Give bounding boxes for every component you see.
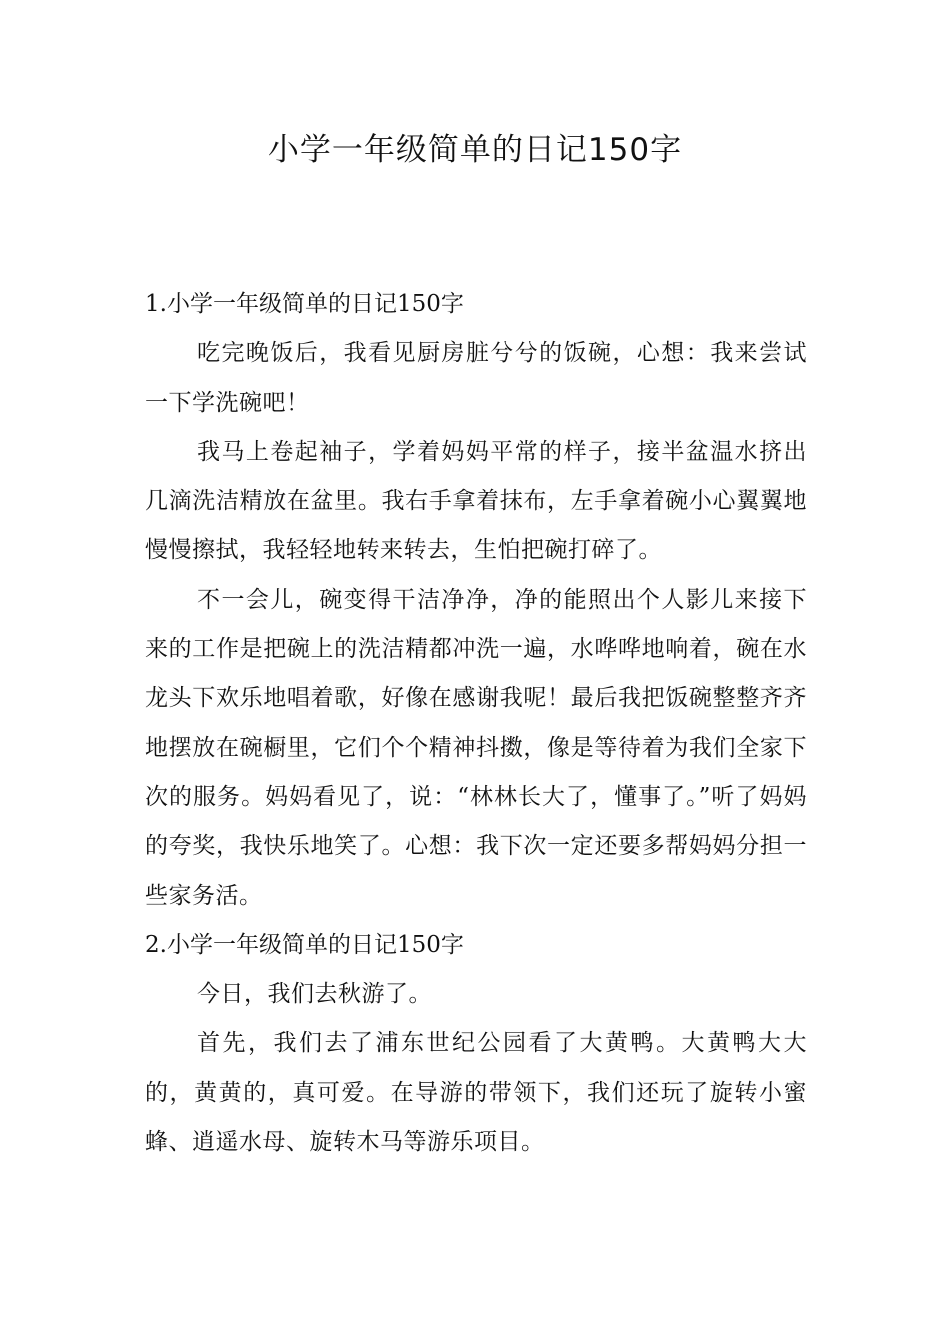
diary-section-1 <box>145 280 807 921</box>
section-heading: 1.小学一年级简单的日记150字 <box>145 291 464 317</box>
paragraph: 我马上卷起袖子，学着妈妈平常的样子，接半盆温水挤出几滴洗洁精放在盆里。我右手拿着抹布，左手拿着碗小心翼翼地慢慢擦拭，我轻轻地转来转去，生怕把碗打碎了。 <box>145 438 807 564</box>
diary-section-2 <box>145 921 807 1167</box>
paragraph: 不一会儿，碗变得干洁净净，净的能照出个人影儿来接下来的工作是把碗上的洗洁精都冲洗一遍，水哗哗地响着，碗在水龙头下欢乐地唱着歌，好像在感谢我呢！最后我把饭碗整整齐齐地摆放在碗橱里，它们个个精神抖擞，像是等待着为我们全家下次的服务。妈妈看见了，说：“林林长大了，懂事了。”听了妈妈的夸奖，我快乐地笑了。心想：我下次一定还要多帮妈妈分担一些家务活。 <box>145 586 807 909</box>
paragraph: 今日，我们去秋游了。 <box>197 981 432 1008</box>
section-heading: 2.小学一年级简单的日记150字 <box>145 931 464 958</box>
paragraph: 吃完晚饭后，我看见厨房脏兮兮的饭碗，心想：我来尝试一下学洗碗吧！ <box>145 340 807 416</box>
paragraph: 首先，我们去了浦东世纪公园看了大黄鸭。大黄鸭大大的，黄黄的，真可爱。在导游的带领下，我们还玩了旋转小蜜蜂、逍遥水母、旋转木马等游乐项目。 <box>145 1030 807 1156</box>
document-title: 小学一年级简单的日记150字 <box>267 132 683 168</box>
document-body <box>145 280 807 1167</box>
